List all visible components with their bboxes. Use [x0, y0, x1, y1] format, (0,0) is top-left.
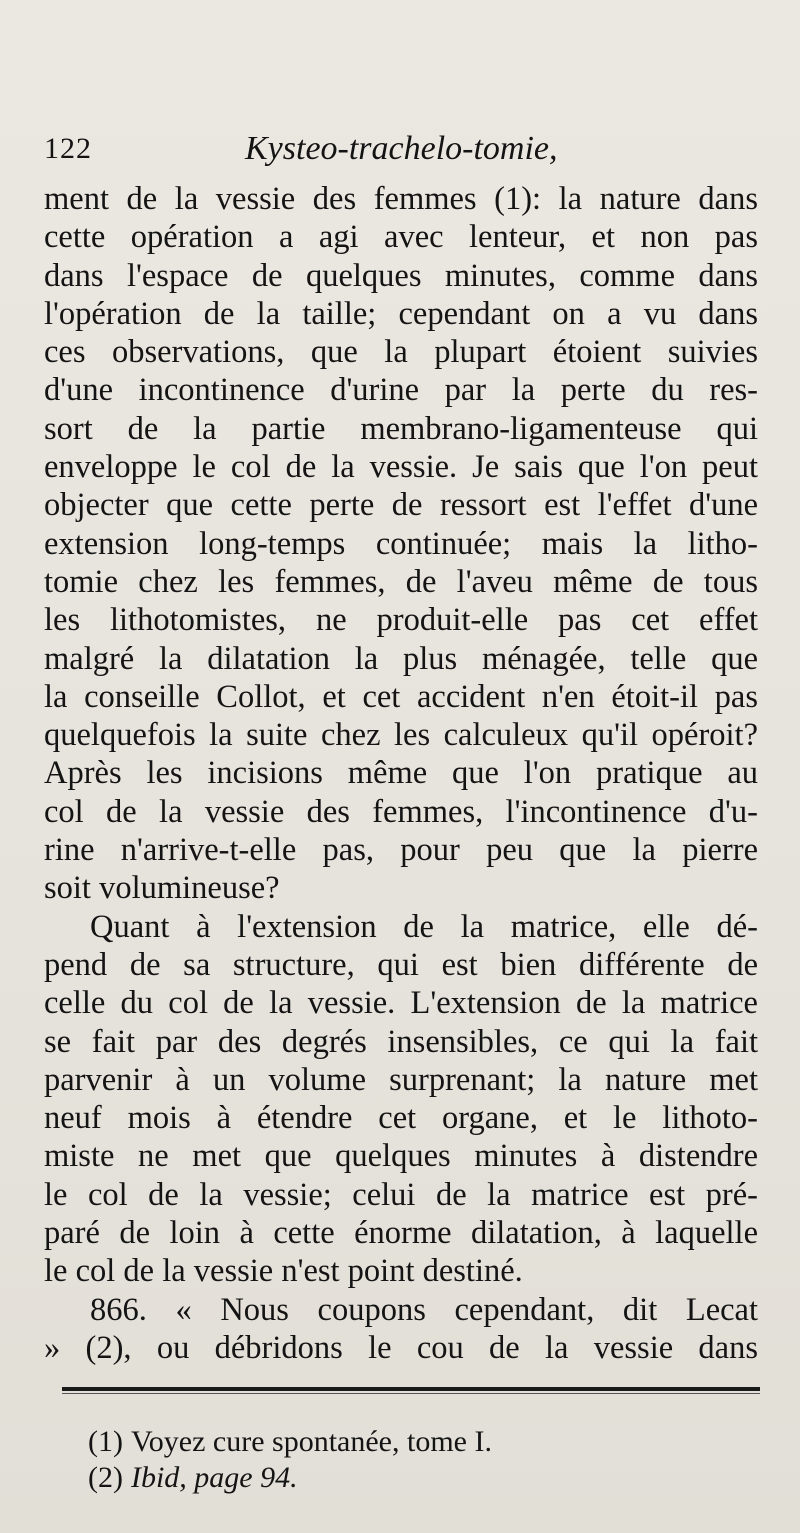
- text-line: paré de loin à cette énorme dilatation, à laquelle: [44, 1215, 758, 1252]
- text-line: pend de sa structure, qui est bien différente de: [44, 946, 758, 983]
- text-line: objecter que cette perte de ressort est l'effet d'une: [44, 487, 758, 524]
- text-line: se fait par des degrés insensibles, ce qui la fait: [44, 1023, 758, 1060]
- text-line: tomie chez les femmes, de l'aveu même de tous: [44, 563, 758, 600]
- text-line: enveloppe le col de la vessie. Je sais que l'on peut: [44, 449, 758, 486]
- footnote-mark: (2): [88, 1461, 123, 1494]
- text-line: extension long-temps continuée; mais la litho-: [44, 525, 758, 562]
- text-line: ment de la vessie des femmes (1): la nature dans: [44, 181, 758, 217]
- footnote-mark: (1): [88, 1425, 123, 1458]
- footnotes: [88, 1424, 748, 1496]
- text-line: 866. « Nous coupons cependant, dit Lecat: [90, 1291, 758, 1328]
- text-line: cette opération a agi avec lenteur, et non pas: [44, 219, 758, 256]
- footnote-text: Voyez cure spontanée, tome I.: [130, 1425, 492, 1458]
- running-title: Kysteo-trachelo-tomie,: [245, 130, 558, 167]
- text-line: sort de la partie membrano-ligamenteuse qui: [44, 410, 758, 447]
- text-line: quelquefois la suite chez les calculeux qu'il opéroit?: [44, 717, 758, 754]
- text-line: miste ne met que quelques minutes à distendre: [44, 1138, 758, 1175]
- text-line: la conseille Collot, et cet accident n'en étoit-il pas: [44, 678, 758, 715]
- text-line: d'une incontinence d'urine par la perte du res-: [44, 372, 758, 409]
- page-number: 122: [44, 132, 92, 165]
- text-line: le col de la vessie n'est point destiné.: [44, 1253, 523, 1290]
- text-line: rine n'arrive-t-elle pas, pour peu que la pierre: [44, 832, 758, 869]
- footnote-rule: [62, 1387, 760, 1391]
- footnote-rule-thin: [62, 1393, 760, 1394]
- text-line: les lithotomistes, ne produit-elle pas cet effet: [44, 602, 758, 639]
- text-line: Quant à l'extension de la matrice, elle dé-: [90, 908, 758, 945]
- text-line: le col de la vessie; celui de la matrice est pré-: [44, 1176, 758, 1213]
- text-line: l'opération de la taille; cependant on a vu dans: [44, 295, 758, 332]
- text-line: parvenir à un volume surprenant; la nature met: [44, 1061, 758, 1098]
- footnote-1: [88, 1424, 748, 1460]
- text-line: Après les incisions même que l'on pratique au: [44, 755, 758, 792]
- body-text: [44, 180, 758, 1367]
- footnote-2: [88, 1460, 748, 1496]
- text-line: col de la vessie des femmes, l'incontinence d'u-: [44, 793, 758, 830]
- footnote-text: Ibid, page 94.: [130, 1461, 298, 1494]
- text-line: neuf mois à étendre cet organe, et le lithoto-: [44, 1100, 758, 1137]
- text-line: soit volumineuse?: [44, 870, 280, 907]
- text-line: » (2), ou débridons le cou de la vessie dans: [44, 1329, 758, 1366]
- text-line: ces observations, que la plupart étoient suivies: [44, 334, 758, 371]
- page-header: [40, 126, 760, 176]
- text-line: celle du col de la vessie. L'extension de la matrice: [44, 985, 758, 1022]
- text-line: malgré la dilatation la plus ménagée, telle que: [44, 640, 758, 677]
- text-line: dans l'espace de quelques minutes, comme dans: [44, 257, 758, 294]
